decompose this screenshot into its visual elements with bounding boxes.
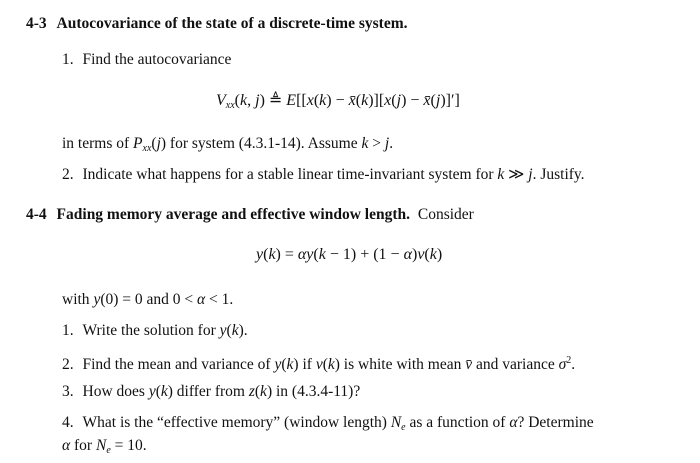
item-number: 1. (62, 51, 74, 68)
problem-title: Fading memory average and effective window length. (56, 206, 410, 223)
item-number: 1. (62, 322, 74, 339)
problem-number: 4-3 (26, 15, 47, 32)
problem-4-4-item-4-continued: α for $N_e = 10$. (62, 437, 147, 456)
problem-4-3-item-2 (62, 165, 585, 185)
problem-4-4-item-2 (62, 351, 575, 375)
item-text: Find the autocovariance (82, 51, 232, 68)
item-text: Indicate what happens for a stable linear time-invariant system for k ≫ j. Justify. (82, 166, 585, 183)
item-number: 4. (62, 414, 74, 431)
initial-condition-line: with y(0) = 0 and 0 < α < 1. (62, 291, 234, 308)
item-text: Write the solution for y(k). (82, 322, 248, 339)
item-text: Find the mean and variance of y(k) if v(k) is white with mean v̄ and variance $\sigma^2$. (82, 355, 576, 373)
problem-4-3-item-1 (62, 50, 231, 70)
problem-4-4-item-1 (62, 321, 248, 341)
item-number: 2. (62, 166, 74, 183)
problem-4-4-item-4 (62, 413, 594, 438)
problem-4-4-item-3 (62, 382, 360, 402)
item-number: 2. (62, 356, 74, 373)
problem-4-3-heading (26, 14, 407, 34)
consider-text: Consider (417, 206, 474, 223)
item-text: What is the “effective memory” (window length) $N_e$ as a function of α? Determine (82, 414, 594, 433)
problem-number: 4-4 (26, 206, 47, 223)
item-text: How does y(k) differ from z(k) in (4.3.4-11)? (82, 383, 361, 400)
fading-memory-equation: y(k) = αy(k − 1) + (1 − α)v(k) (256, 246, 443, 263)
item-number: 3. (62, 383, 74, 400)
problem-4-3-terms-line: in terms of $P_{xx}(j)$ for system (4.3.1-14). Assume k > j. (62, 135, 394, 154)
problem-title: Autocovariance of the state of a discrete-time system. (56, 15, 408, 32)
problem-4-4-heading (26, 205, 474, 225)
autocovariance-equation: $V_{xx}(k$, j) ≜ E[[x(k) − x̄(k)][x(j) − x̄(j)]′] (216, 92, 460, 111)
